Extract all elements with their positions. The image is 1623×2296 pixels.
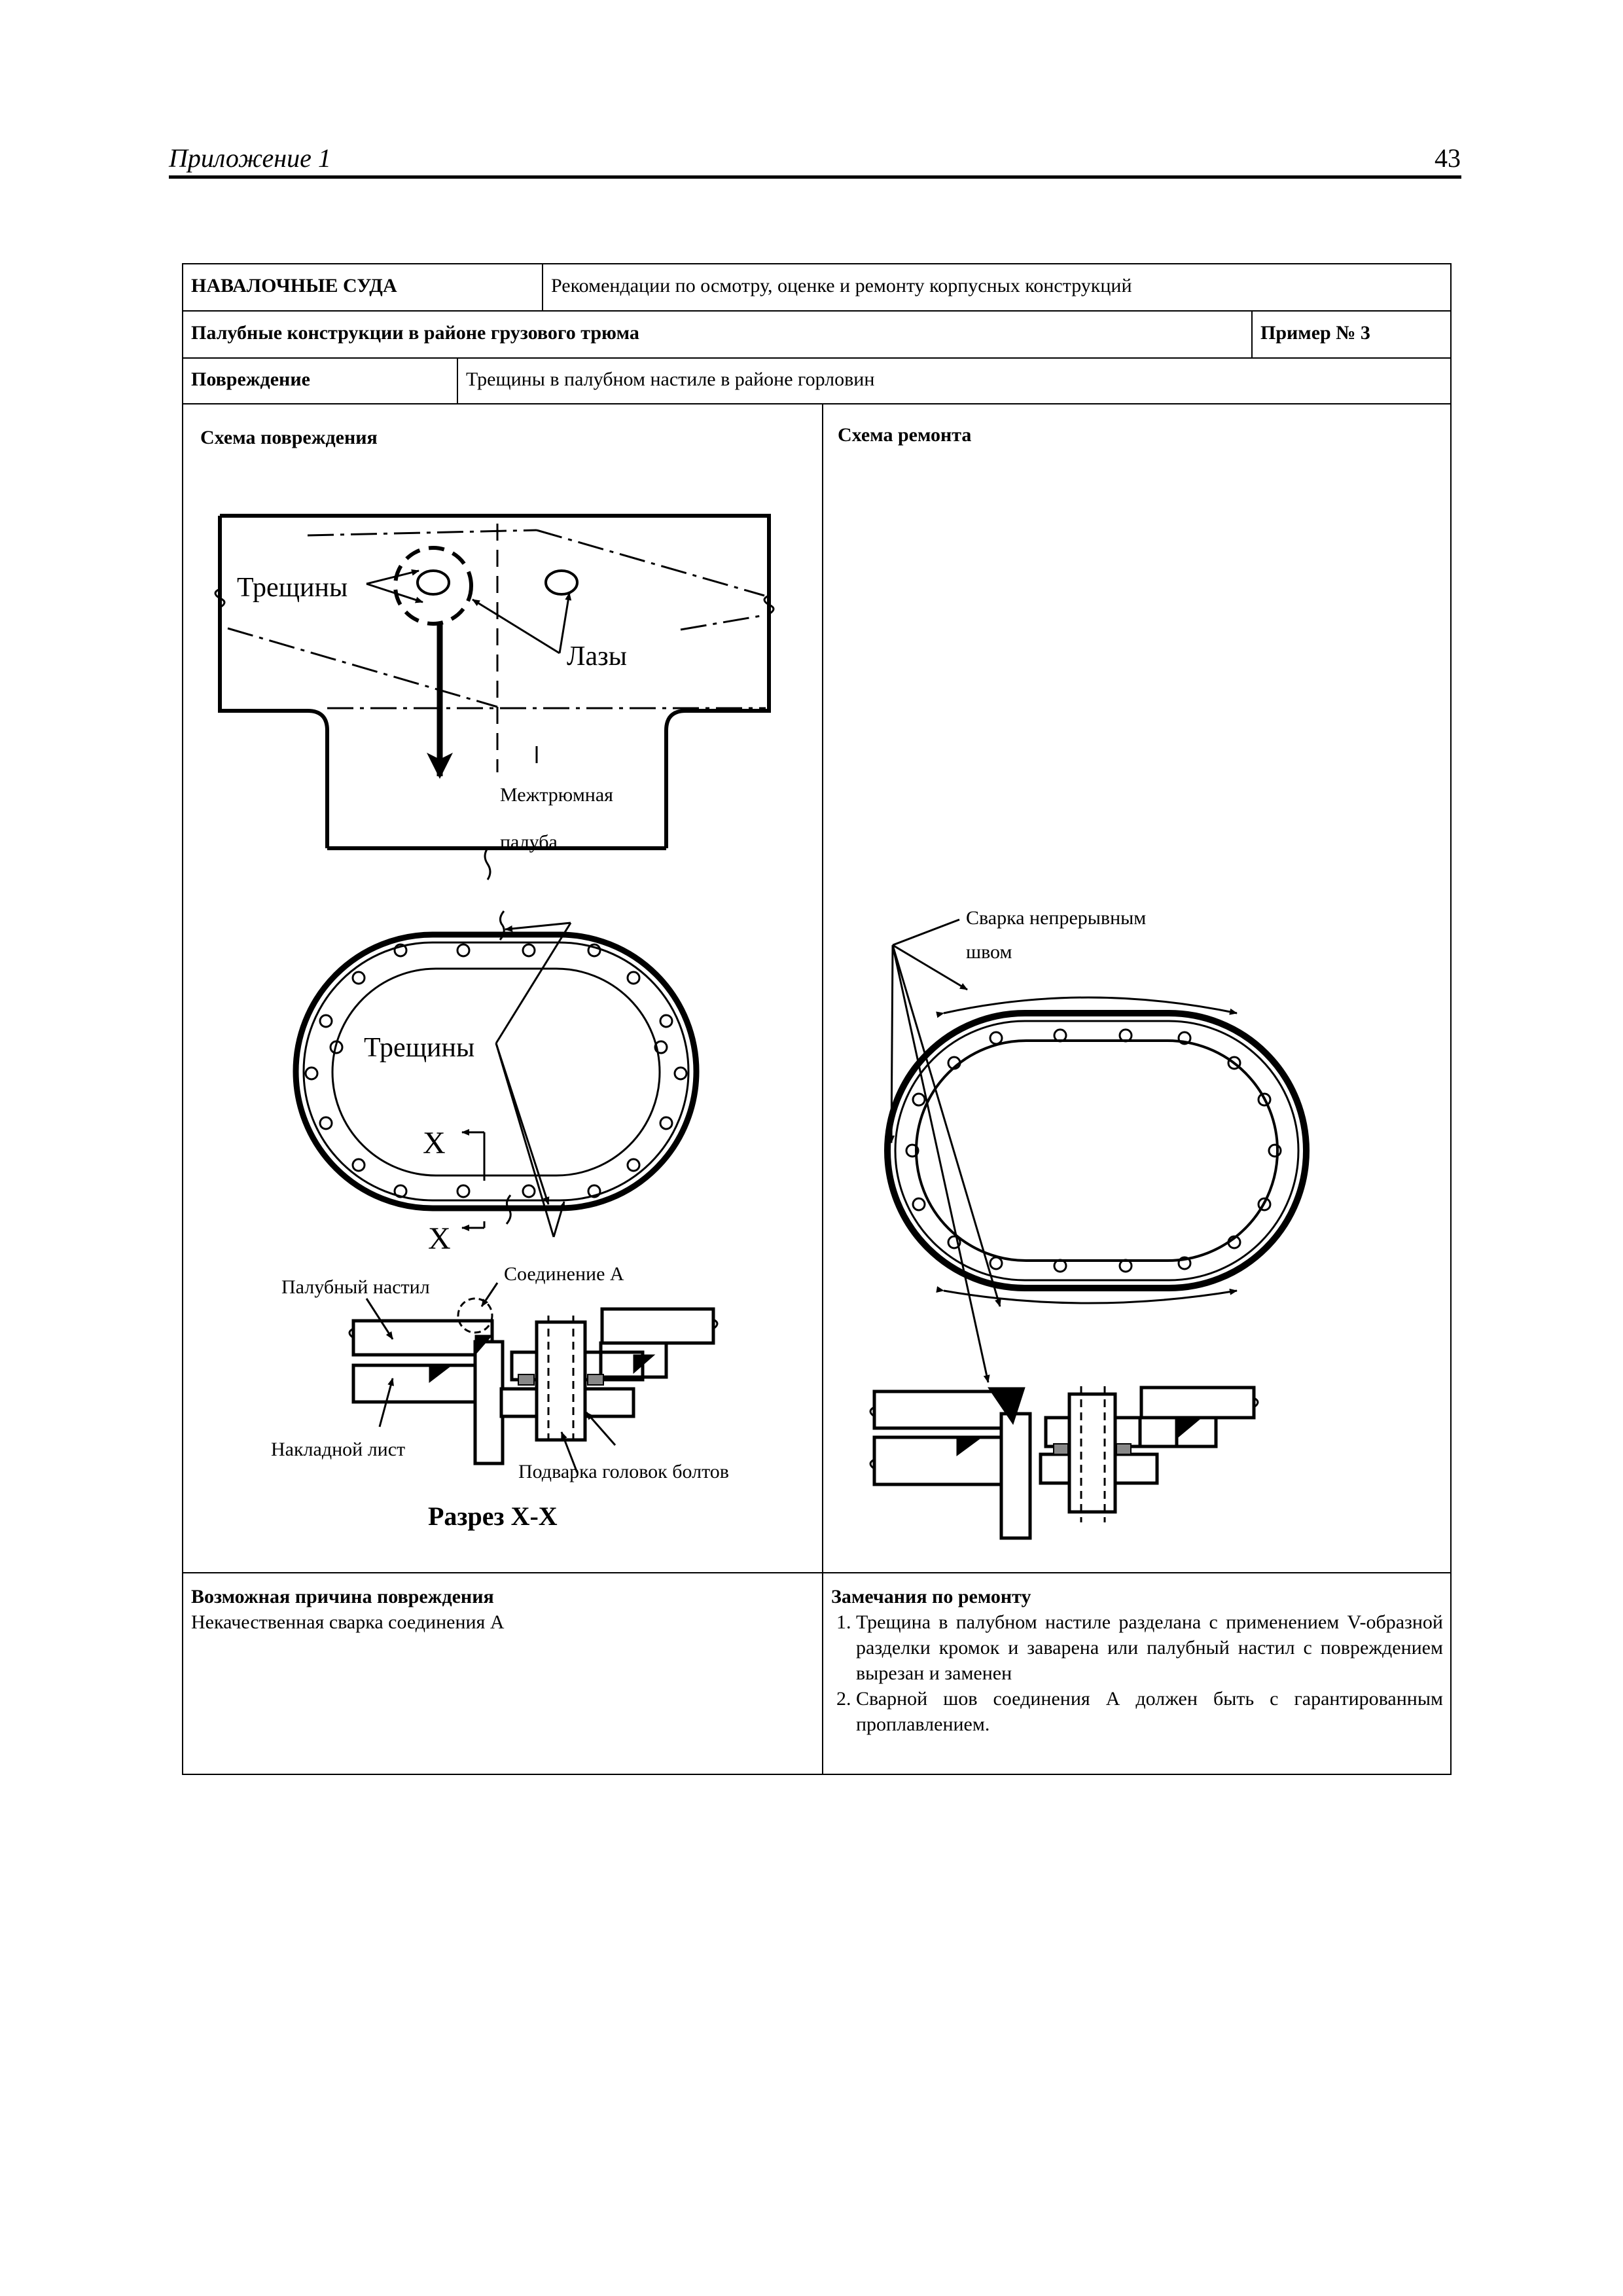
- damage-text: Трещины в палубном настиле в районе горловин: [466, 368, 875, 390]
- doc-title: Рекомендации по осмотру, оценке и ремонту корпусных конструкций: [551, 275, 1132, 296]
- label-continuous-weld-2: швом: [966, 941, 1012, 963]
- label-continuous-weld-1: Сварка непрерывным: [966, 907, 1147, 929]
- cause-text: Некачественная сварка соединения А: [191, 1611, 505, 1633]
- structure-title: Палубные конструкции в районе грузового трюма: [191, 322, 639, 344]
- example-number: Пример № 3: [1260, 322, 1370, 344]
- repair-scheme-title: Схема ремонта: [838, 424, 972, 446]
- section-repair: [870, 1386, 1258, 1538]
- repair-note: 2. Сварной шов соединения А должен быть с гарантированным проплавлением.: [856, 1686, 1443, 1737]
- ship-type: НАВАЛОЧНЫЕ СУДА: [191, 275, 397, 296]
- label-joint-a: Соединение А: [504, 1263, 624, 1285]
- label-doubler: Накладной лист: [271, 1439, 406, 1460]
- label-cracks-oval: Трещины: [364, 1033, 475, 1063]
- section-title: Разрез X-X: [428, 1501, 558, 1531]
- repair-notes-title: Замечания по ремонту: [831, 1586, 1031, 1607]
- section-mark-x-top: X: [423, 1126, 446, 1160]
- label-manholes: Лазы: [567, 641, 627, 672]
- page-number: 43: [1435, 143, 1461, 173]
- label-tween-deck-1: Межтрюмная: [500, 784, 613, 806]
- damage-label: Повреждение: [191, 368, 310, 390]
- section-mark-x-bottom: X: [428, 1221, 451, 1256]
- damage-scheme-title: Схема повреждения: [200, 427, 378, 448]
- repair-note: 1. Трещина в палубном настиле разделана с применением V-образной разделки кромок и заварена или палубный настил с повреждением вырезан и заменен: [856, 1609, 1443, 1686]
- label-deck-plating: Палубный настил: [281, 1276, 430, 1298]
- cause-title: Возможная причина повреждения: [191, 1586, 494, 1607]
- manhole-oval-repair: [887, 920, 1306, 1382]
- deck-plan-drawing: [215, 516, 774, 880]
- label-tween-deck-2: палуба: [500, 831, 558, 853]
- appendix-label: Приложение 1: [169, 143, 331, 173]
- label-cracks-top: Трещины: [237, 573, 348, 603]
- label-bolt-heads: Подварка головок болтов: [518, 1461, 729, 1482]
- manhole-oval-damage: [296, 911, 696, 1237]
